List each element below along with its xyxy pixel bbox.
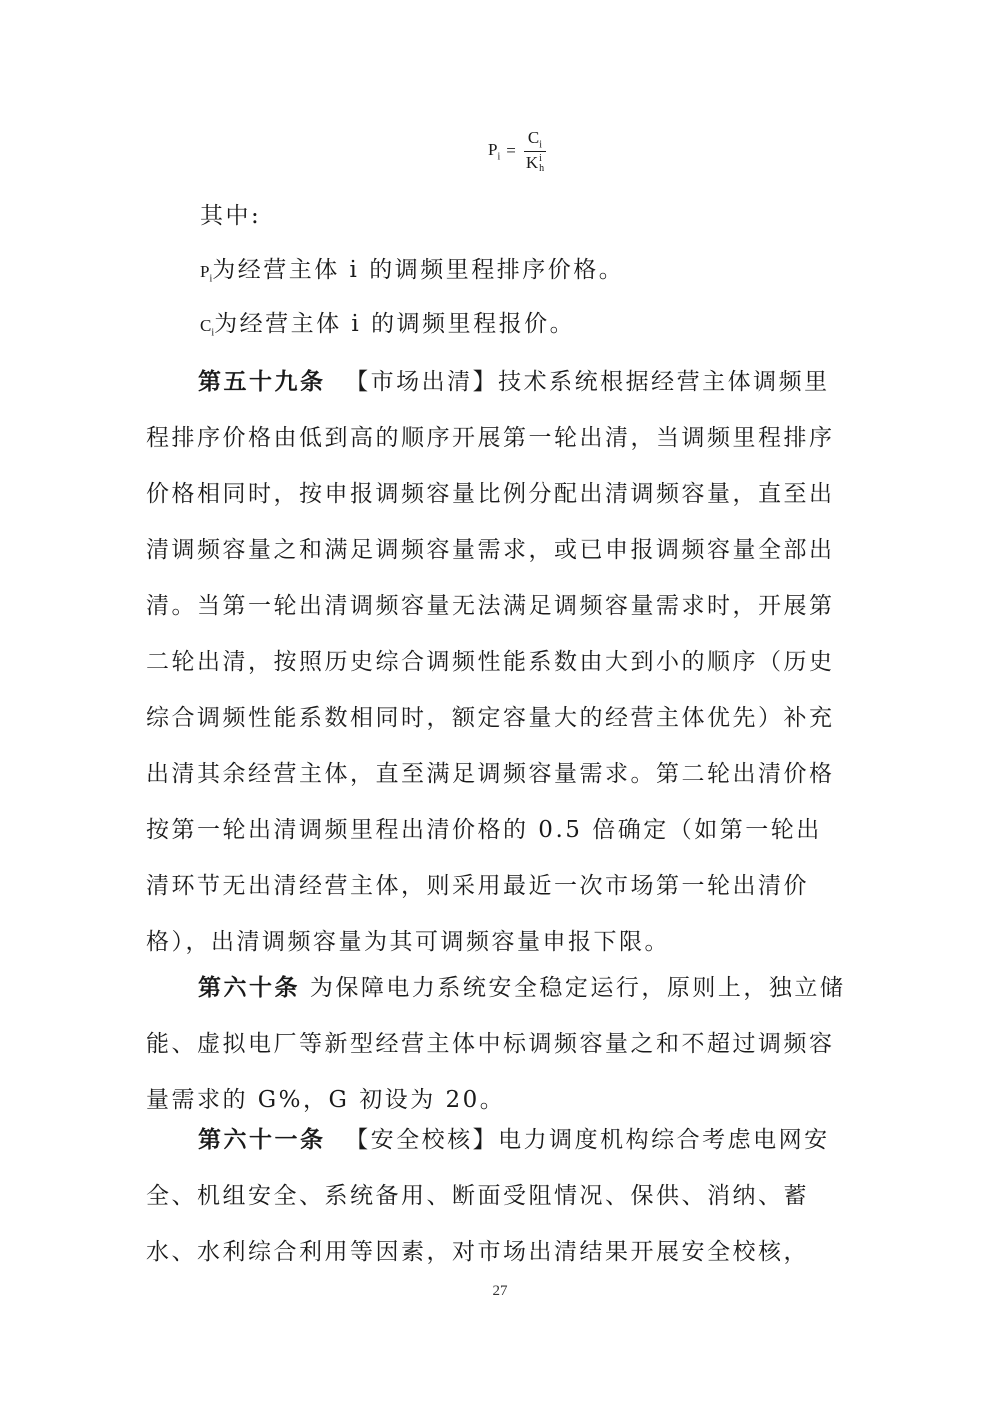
formula-denominator: K i h — [525, 153, 545, 175]
article-60-body: 为保障电力系统安全稳定运行，原则上，独立储能、虚拟电厂等新型经营主体中标调频容量之和不超过调频容量需求的 G%，G 初设为 20。 — [146, 975, 846, 1113]
article-59-body: 技术系统根据经营主体调频里程排序价格由低到高的顺序开展第一轮出清，当调频里程排序价格相同时，按申报调频容量比例分配出清调频容量，直至出清调频容量之和满足调频容量需求，或已申报调频容量全部出清。当第一轮出清调频容量无法满足调频容量需求时，开展第二轮出清，按照历史综合调频性能系数由大到小的顺序（历史综合调频性能系数相同时，额定容量大的经营主体优先）补充出清其余经营主体，直至满足调频容量需求。第二轮出清价格按第一轮出清调频里程出清价格的 0.5 倍确定（如第一轮出清环节无出清经营主体，则采用最近一次市场第一轮出清价格），出清调频容量为其可调频容量申报下限。 — [146, 369, 835, 955]
page-number: 27 — [492, 1283, 508, 1299]
intro-text: 其中: — [200, 203, 262, 229]
article-61-title: 【安全校核】 — [345, 1127, 499, 1153]
article-59 — [146, 354, 846, 970]
formula-pi — [488, 128, 548, 174]
article-60-heading: 第六十条 — [198, 974, 300, 1001]
article-61-heading: 第六十一条 — [198, 1126, 326, 1153]
article-61 — [146, 1112, 846, 1280]
formula-fraction — [522, 128, 548, 174]
definition-p: $P_i$为经营主体 i 的调频里程排序价格。 — [200, 257, 625, 285]
definition-c: $C_i$为经营主体 i 的调频里程报价。 — [200, 311, 576, 339]
formula-lhs: $P_i$ — [488, 140, 501, 163]
article-59-title: 【市场出清】 — [345, 369, 499, 395]
formula-numerator: $C_i$ — [524, 128, 546, 152]
article-59-heading: 第五十九条 — [198, 368, 326, 395]
article-61-body: 电力调度机构综合考虑电网安全、机组安全、系统备用、断面受阻情况、保供、消纳、蓄水、水利综合利用等因素，对市场出清结果开展安全校核， — [146, 1127, 830, 1265]
formula-equals: = — [506, 141, 516, 161]
article-60 — [146, 960, 846, 1128]
